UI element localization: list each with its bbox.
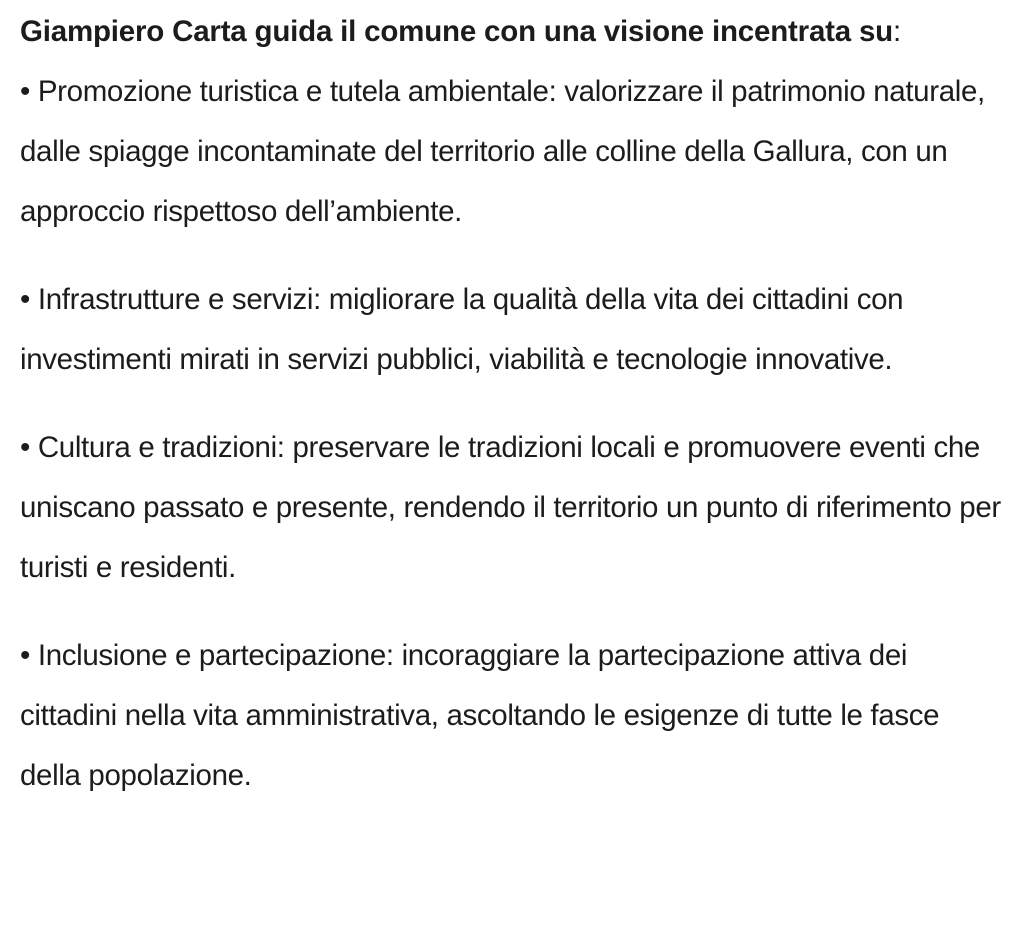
- intro-paragraph: [20, 0, 1006, 62]
- list-item: [20, 62, 1006, 242]
- list-item: [20, 626, 1006, 806]
- list-item-text: Promozione turistica e tutela ambientale: valorizzare il patrimonio naturale, dalle spiagge incontaminate del territorio alle colline della Gallura, con un approccio rispettoso dell’ambiente.: [20, 75, 985, 228]
- intro-colon: :: [893, 15, 902, 48]
- list-item-text: Cultura e tradizioni: preservare le tradizioni locali e promuovere eventi che uniscano passato e presente, rendendo il territorio un punto di riferimento per turisti e residenti.: [20, 431, 1001, 584]
- list-item: [20, 418, 1006, 598]
- bullet-icon: •: [20, 431, 30, 464]
- bullet-icon: •: [20, 75, 30, 108]
- bullet-icon: •: [20, 639, 30, 672]
- intro-heading: Giampiero Carta guida il comune con una visione incentrata su: [20, 15, 894, 48]
- vision-list: [20, 62, 1006, 806]
- bullet-icon: •: [20, 283, 30, 316]
- list-item: [20, 270, 1006, 390]
- list-item-text: Infrastrutture e servizi: migliorare la qualità della vita dei cittadini con investimenti mirati in servizi pubblici, viabilità e tecnologie innovative.: [20, 283, 904, 376]
- list-item-text: Inclusione e partecipazione: incoraggiare la partecipazione attiva dei cittadini nella vita amministrativa, ascoltando le esigenze di tutte le fasce della popolazione.: [20, 639, 940, 792]
